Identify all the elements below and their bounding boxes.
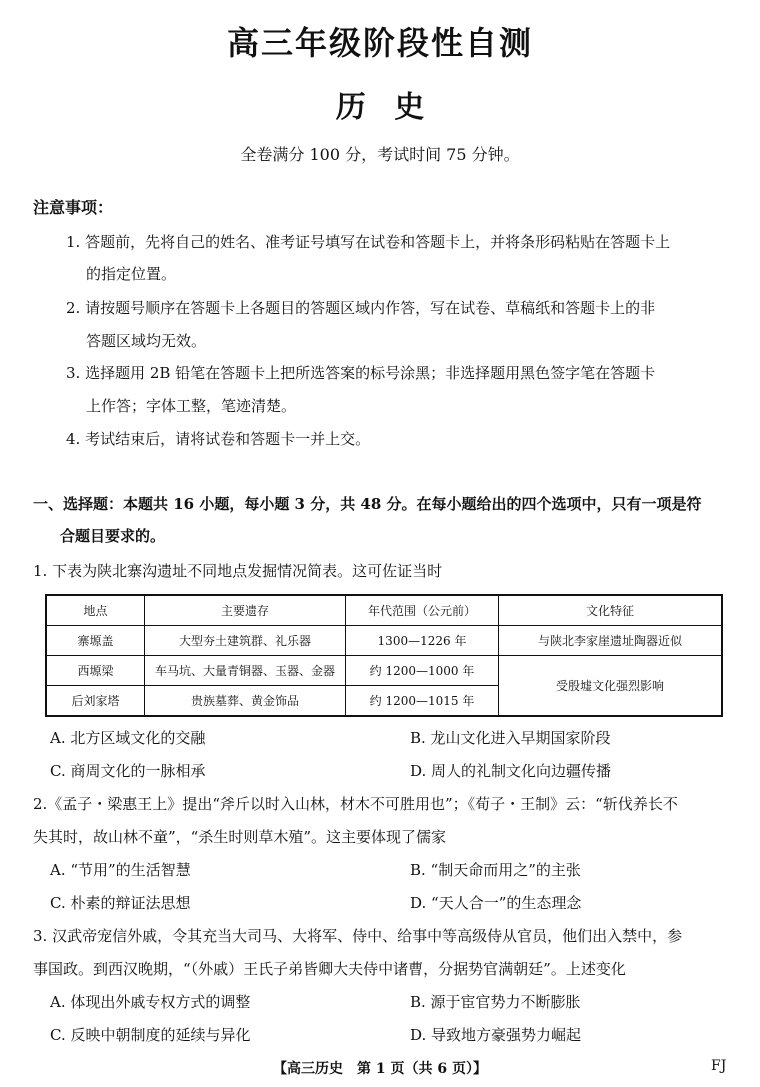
table-cell: 约 1200—1015 年: [346, 686, 499, 717]
table-header: 地点: [46, 595, 145, 626]
table-cell: 1300—1226 年: [346, 626, 499, 656]
q3-option-b: B. 源于宦官势力不断膨胀: [410, 993, 581, 1011]
q3-option-d: D. 导致地方豪强势力崛起: [410, 1026, 582, 1044]
q1-option-a: A. 北方区域文化的交融: [50, 729, 206, 747]
q1-option-b: B. 龙山文化进入早期国家阶段: [410, 729, 611, 747]
q2-option-a: A. “节用”的生活智慧: [50, 861, 191, 879]
full-mark-note: 全卷满分 100 分，考试时间 75 分钟。: [240, 145, 520, 164]
notice-item-1: 1. 答题前，先将自己的姓名、准考证号填写在试卷和答题卡上，并将条形码粘贴在答题卡上: [66, 233, 671, 251]
notice-item-1-cont: 的指定位置。: [86, 265, 177, 283]
table-cell: 贵族墓葬、黄金饰品: [145, 686, 346, 717]
table-header: 文化特征: [499, 595, 723, 626]
section-heading-cont: 合题目要求的。: [60, 527, 166, 545]
table-cell: 约 1200—1000 年: [346, 656, 499, 686]
notice-item-2: 2. 请按题号顺序在答题卡上各题目的答题区域内作答，写在试卷、草稿纸和答题卡上的非: [66, 299, 656, 317]
table-cell-merged: 受殷墟文化强烈影响: [499, 656, 723, 717]
table-cell: 与陕北李家崖遗址陶器近似: [499, 626, 723, 656]
table-cell: 后刘家塔: [46, 686, 145, 717]
table-cell: 大型夯土建筑群、礼乐器: [145, 626, 346, 656]
q2-option-b: B. “制天命而用之”的主张: [410, 861, 581, 879]
q1-option-d: D. 周人的礼制文化向边疆传播: [410, 762, 612, 780]
notice-item-4: 4. 考试结束后，请将试卷和答题卡一并上交。: [66, 430, 371, 448]
section-heading: 一、选择题：本题共 16 小题，每小题 3 分，共 48 分。在每小题给出的四个选项中，只有一项是符: [33, 495, 702, 513]
q2-option-c: C. 朴素的辩证法思想: [50, 894, 191, 912]
question-3-stem-cont: 事国政。到西汉晚期，“（外戚）王氏子弟皆卿大夫侍中诸曹，分据势官满朝廷”。上述变化: [33, 960, 626, 978]
exam-title: 高三年级阶段性自测: [226, 24, 533, 62]
notice-item-2-cont: 答题区域均无效。: [86, 332, 207, 350]
q2-option-d: D. “天人合一”的生态理念: [410, 894, 582, 912]
page-footer: 【高三历史 第 1 页（共 6 页）】: [273, 1061, 487, 1077]
notice-heading: 注意事项：: [33, 198, 114, 217]
table-header: 年代范围（公元前）: [346, 595, 499, 626]
q3-option-a: A. 体现出外戚专权方式的调整: [50, 993, 251, 1011]
table-row: [46, 656, 722, 686]
question-2-stem: 2.《孟子・梁惠王上》提出“斧斤以时入山林，材木不可胜用也”；《荀子・王制》云：“斩伐养长不: [33, 795, 678, 813]
table-header-row: [46, 595, 722, 626]
excavation-table: [45, 594, 723, 717]
table-cell: 寨塬盖: [46, 626, 145, 656]
table-cell: 西塬梁: [46, 656, 145, 686]
footer-code: FJ: [711, 1058, 727, 1074]
table-row: [46, 626, 722, 656]
notice-item-3: 3. 选择题用 2B 铅笔在答题卡上把所选答案的标号涂黑；非选择题用黑色签字笔在答题卡: [66, 364, 656, 382]
q3-option-c: C. 反映中朝制度的延续与异化: [50, 1026, 251, 1044]
question-2-stem-cont: 失其时，故山林不童”，“杀生时则草木殖”。这主要体现了儒家: [33, 828, 447, 846]
subject-title: 历 史: [335, 90, 425, 125]
question-1-stem: 1. 下表为陕北寨沟遗址不同地点发掘情况简表。这可佐证当时: [33, 562, 443, 580]
q1-option-c: C. 商周文化的一脉相承: [50, 762, 206, 780]
question-3-stem: 3. 汉武帝宠信外戚，令其充当大司马、大将军、侍中、给事中等高级侍从官员，他们出入禁中，参: [33, 927, 683, 945]
table-header: 主要遗存: [145, 595, 346, 626]
table-cell: 车马坑、大量青铜器、玉器、金器: [145, 656, 346, 686]
notice-item-3-cont: 上作答；字体工整，笔迹清楚。: [86, 397, 297, 415]
